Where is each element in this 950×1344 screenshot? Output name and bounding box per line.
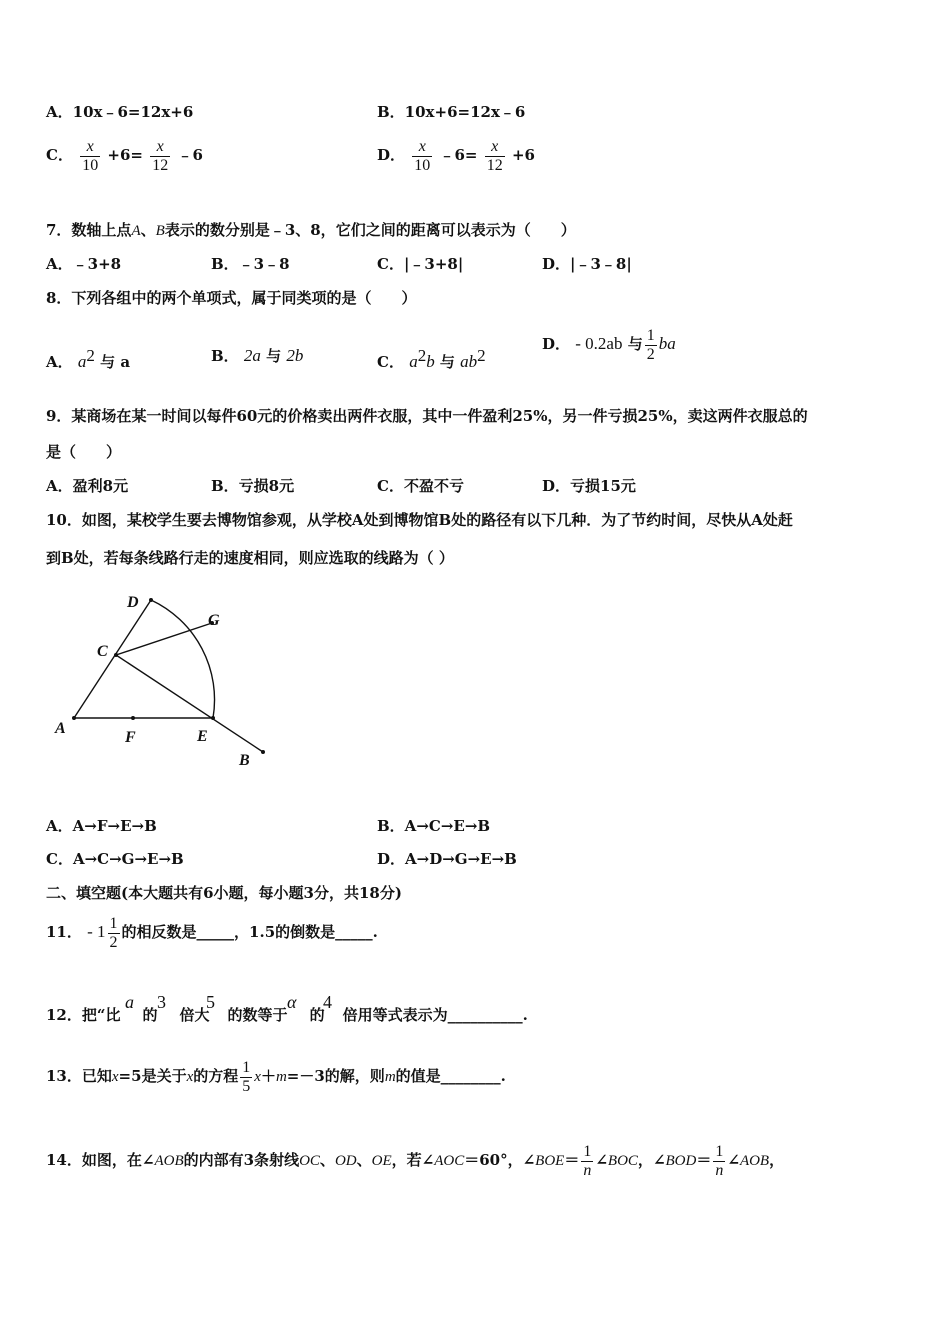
q8-option-c[interactable]: C． $a^2b$ 与 $ab^2$ (377, 346, 486, 371)
point-e (211, 716, 215, 720)
q6-d-end: +6 (511, 146, 535, 164)
q6-option-b[interactable]: B．10x+6=12x﹣6 (377, 103, 526, 121)
q7-option-b[interactable]: B．﹣3﹣8 (211, 255, 290, 273)
q10-option-d[interactable]: D．A→D→G→E→B (377, 850, 517, 868)
q14-fraction1: $\frac{1}{n}$ (583, 1142, 592, 1179)
q6-option-a[interactable]: A．10x﹣6=12x+6 (46, 103, 194, 121)
q10-route-figure (40, 585, 280, 775)
q6-option-d[interactable] (377, 135, 535, 175)
segment-a-d (74, 600, 151, 718)
q13-fraction: $\frac{1}{5}$ (242, 1058, 251, 1095)
point-c (114, 653, 118, 657)
q11-fraction: $\frac{1}{2}$ (109, 914, 118, 951)
q6-d-mid: ﹣6= (439, 146, 478, 164)
q9-stem-line2: 是（ ） (46, 443, 122, 461)
q12-sym-a: a (125, 992, 134, 1012)
q8-option-a[interactable]: A． $a^2$ 与 a (46, 346, 131, 371)
q10-stem-line1: 10．如图，某校学生要去博物馆参观，从学校A处到博物馆B处的路径有以下几种．为了节约时间，尽快从A处赶 (46, 511, 793, 529)
arc-d-g-e (151, 600, 215, 718)
point-b (261, 750, 265, 754)
q14: 14．如图，在∠AOB的内部有3条射线OC、OD、OE，若∠AOC＝60°，∠BOE＝ $\frac{1}{n}$ ∠BOC，∠BOD＝ $\frac{1}{n}$ ∠AOB， (46, 1142, 785, 1179)
label-a: A (55, 720, 66, 737)
q12-sym-5: 5 (206, 992, 215, 1012)
q7-option-c[interactable]: C．|﹣3+8| (377, 255, 464, 273)
q6-d-fraction2: $\frac{x}{12}$ (486, 137, 503, 174)
q13: 13．已知x=5是关于x的方程 $\frac{1}{5}$ x＋m=－3的解，则m的值是________. (46, 1058, 506, 1095)
q11: 11． - 1 $\frac{1}{2}$ 的相反数是_____，1.5的倒数是_____. (46, 914, 378, 951)
q10-stem-line2: 到B处，若每条线路行走的速度相同，则应选取的线路为（ ） (46, 549, 454, 567)
q9-option-b[interactable]: B．亏损8元 (211, 477, 295, 495)
q7-option-d[interactable]: D．|﹣3﹣8| (542, 255, 632, 273)
q10-option-b[interactable]: B．A→C→E→B (377, 817, 491, 835)
q6-c-fraction2: $\frac{x}{12}$ (152, 137, 169, 174)
q14-fraction2: $\frac{1}{n}$ (715, 1142, 724, 1179)
q12: 12．把“比 的 倍大 的数等于 的 倍用等式表示为__________. (46, 1006, 528, 1024)
q8-stem: 8．下列各组中的两个单项式，属于同类项的是（ ） (46, 289, 417, 307)
q6-d-fraction1: $\frac{x}{10}$ (414, 137, 431, 174)
q8-option-d[interactable]: D． - 0.2ab 与 $\frac{1}{2}$ ba (542, 326, 676, 363)
q8-d-fraction: $\frac{1}{2}$ (646, 326, 655, 363)
q6-d-label: D． (377, 146, 406, 164)
segment-c-b (116, 655, 263, 752)
q9-option-a[interactable]: A．盈利8元 (46, 477, 129, 495)
point-d (149, 598, 153, 602)
q10-option-c[interactable]: C．A→C→G→E→B (46, 850, 184, 868)
q6-c-end: ﹣6 (177, 146, 203, 164)
q6-c-label: C． (46, 146, 73, 164)
q12-sym-3: 3 (157, 992, 166, 1012)
label-f: F (125, 729, 136, 746)
q12-sym-4: 4 (323, 992, 332, 1012)
q6-c-fraction1: $\frac{x}{10}$ (82, 137, 99, 174)
q7-stem: 7．数轴上点A、B表示的数分别是﹣3、8，它们之间的距离可以表示为（ ） (46, 221, 576, 239)
q9-option-d[interactable]: D．亏损15元 (542, 477, 636, 495)
label-d: D (127, 594, 139, 611)
q8-option-b[interactable]: B． 2a 与 2b (211, 346, 304, 365)
q9-stem-line1: 9．某商场在某一时间以每件60元的价格卖出两件衣服，其中一件盈利25%，另一件亏损25%，卖这两件衣服总的 (46, 407, 808, 425)
point-f (131, 716, 135, 720)
q10-option-a[interactable]: A．A→F→E→B (46, 817, 157, 835)
q6-c-mid: +6= (107, 146, 143, 164)
label-c: C (97, 643, 108, 660)
label-b: B (239, 752, 250, 769)
label-e: E (197, 728, 208, 745)
q7-option-a[interactable]: A．﹣3+8 (46, 255, 122, 273)
section2-heading: 二、填空题(本大题共有6小题，每小题3分，共18分) (46, 884, 402, 902)
q12-sym-alpha: α (287, 992, 297, 1012)
q9-option-c[interactable]: C．不盈不亏 (377, 477, 464, 495)
label-g: G (208, 612, 220, 629)
segment-c-g (116, 623, 212, 655)
q6-option-c[interactable] (46, 135, 203, 175)
point-a (72, 716, 76, 720)
